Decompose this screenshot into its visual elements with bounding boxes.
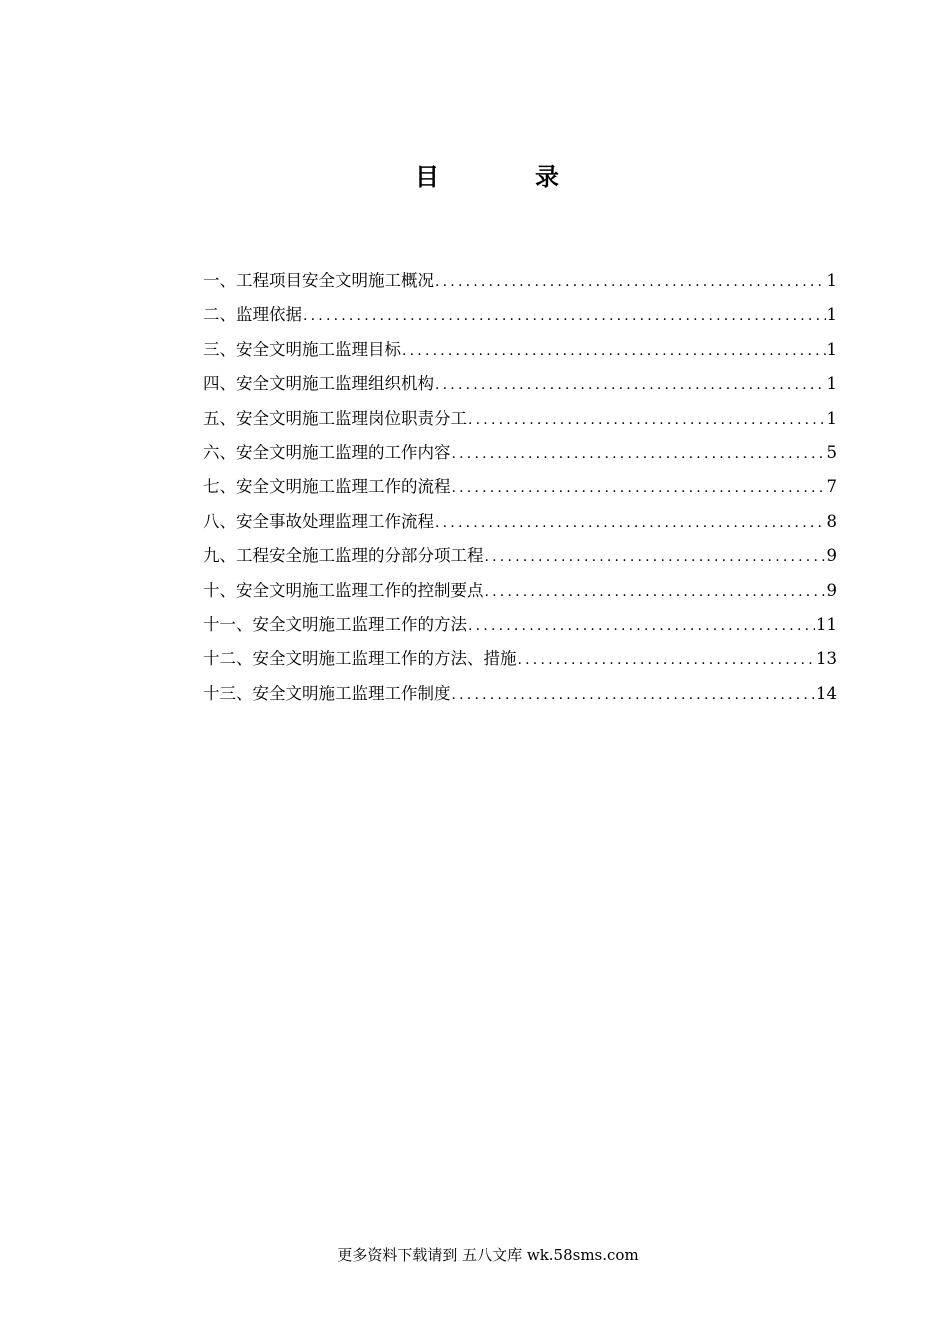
- toc-dot-leader: [402, 334, 826, 368]
- toc-entry-label: 一、工程项目安全文明施工概况: [203, 271, 434, 290]
- toc-entry-label: 八、安全事故处理监理工作流程: [203, 511, 434, 531]
- toc-dot-leader: [485, 575, 826, 609]
- toc-entry[interactable]: [203, 642, 837, 676]
- toc-page-number: 13: [816, 649, 837, 669]
- toc-entry[interactable]: [203, 298, 837, 332]
- toc-entry-label: 七、安全文明施工监理工作的流程: [203, 477, 451, 497]
- toc-entry-label: 十二、安全文明施工监理工作的方法、措施: [203, 649, 517, 669]
- toc-entry-label: 二、监理依据: [203, 305, 302, 325]
- toc-dot-leader: [303, 299, 826, 333]
- toc-entry[interactable]: [203, 574, 837, 608]
- toc-entry[interactable]: [203, 470, 837, 504]
- toc-entry-label: 四、安全文明施工监理组织机构: [203, 374, 434, 394]
- toc-entry[interactable]: [203, 264, 837, 298]
- toc-page-number: 8: [826, 511, 837, 531]
- toc-page-number: 14: [816, 683, 837, 703]
- toc-entry[interactable]: [203, 608, 837, 642]
- toc-dot-leader: [452, 437, 826, 471]
- toc-entry[interactable]: [203, 402, 837, 436]
- toc-entry[interactable]: [203, 505, 837, 539]
- toc-entry-label: 三、安全文明施工监理目标: [203, 339, 401, 359]
- toc-dot-leader: [435, 506, 826, 540]
- page-title: 目 录: [415, 163, 595, 191]
- toc-entry[interactable]: [203, 677, 837, 711]
- toc-entry-label: 十三、安全文明施工监理工作制度: [203, 683, 451, 703]
- toc-page-number: 1: [826, 339, 837, 359]
- toc-page-number: 7: [826, 477, 837, 497]
- toc-page-number: 1: [826, 408, 837, 428]
- toc-dot-leader: [435, 368, 826, 402]
- toc-dot-leader: [485, 540, 826, 574]
- toc-dot-leader: [452, 678, 816, 712]
- toc-entry-label: 五、安全文明施工监理岗位职责分工: [203, 408, 467, 428]
- toc-entry[interactable]: [203, 436, 837, 470]
- toc-entry[interactable]: [203, 539, 837, 573]
- toc-dot-leader: [452, 471, 826, 505]
- toc-entry[interactable]: [203, 333, 837, 367]
- toc-page-number: 11: [816, 614, 837, 634]
- toc-page-number: 5: [826, 442, 837, 462]
- toc-page-number: 9: [826, 580, 837, 600]
- toc-entry-label: 九、工程安全施工监理的分部分项工程: [203, 546, 484, 566]
- toc-dot-leader: [435, 265, 826, 299]
- toc-entry[interactable]: [203, 367, 837, 401]
- toc-entry-label: 十一、安全文明施工监理工作的方法: [203, 614, 467, 634]
- page-footer: 更多资料下载请到 五八文库 wk.58sms.com: [337, 1246, 639, 1264]
- toc-page-number: 1: [826, 305, 837, 325]
- toc-dot-leader: [468, 403, 826, 437]
- toc-page-number: 9: [826, 546, 837, 566]
- toc-dot-leader: [518, 643, 816, 677]
- table-of-contents: [203, 264, 837, 711]
- toc-page-number: 1: [826, 271, 837, 290]
- toc-entry-label: 十、安全文明施工监理工作的控制要点: [203, 580, 484, 600]
- toc-dot-leader: [468, 609, 815, 643]
- toc-entry-label: 六、安全文明施工监理的工作内容: [203, 442, 451, 462]
- toc-page-number: 1: [826, 374, 837, 394]
